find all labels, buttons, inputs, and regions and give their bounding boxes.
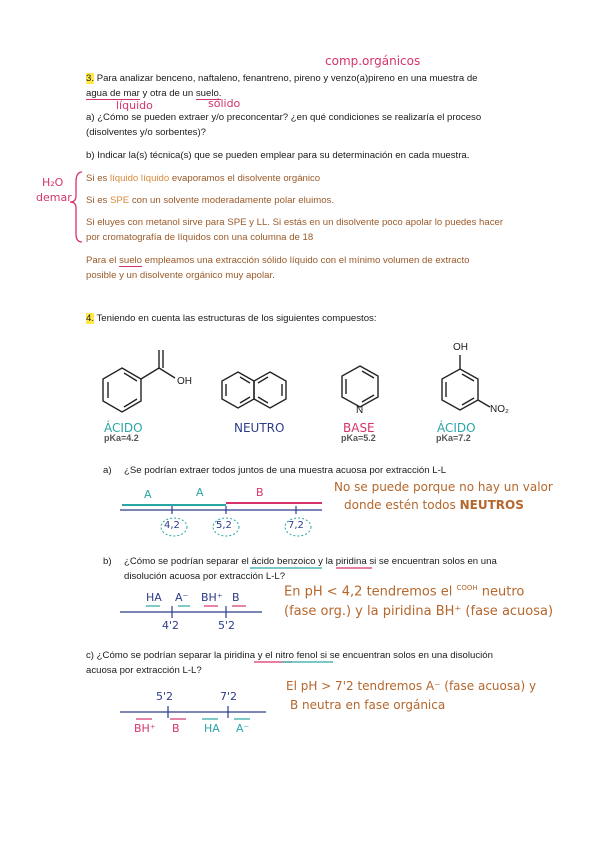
q3-b: b) Indicar la(s) técnica(s) que se pueden emplear para su determinación en cada muestra. bbox=[86, 150, 470, 161]
compound-1-pka: pKa=4.2 bbox=[104, 433, 139, 443]
q3-a-line1: a) ¿Cómo se pueden extraer y/o preconcentar? ¿en qué condiciones se realizaría el proceso bbox=[86, 112, 482, 123]
naphthalene-structure bbox=[222, 372, 286, 408]
qb-tick-1: 4'2 bbox=[162, 619, 180, 632]
q4-number: 4. bbox=[86, 313, 95, 324]
ans2-c: con un solvente moderadamente polar eluimos. bbox=[129, 195, 334, 206]
qc-line1 bbox=[86, 649, 493, 664]
compound-4-pka: pKa=7.2 bbox=[436, 433, 471, 443]
qb-piridina: piridina bbox=[335, 556, 367, 567]
q3-number: 3. bbox=[86, 73, 95, 84]
qb-ans-1a: En pH < 4,2 tendremos el bbox=[284, 584, 457, 600]
qb-1e: si se encuentran solos en una bbox=[366, 556, 497, 567]
qc-tick-2: 7'2 bbox=[220, 690, 238, 703]
qc-line2: acuosa por extracción L-L? bbox=[86, 665, 202, 676]
qa-tick-2: 5,2 bbox=[216, 520, 232, 531]
qa-answer-2 bbox=[344, 498, 524, 512]
qa-answer-2a: donde estén todos bbox=[344, 498, 460, 512]
annotation-demar: demar bbox=[36, 191, 72, 204]
qa-tick-3: 7,2 bbox=[288, 520, 304, 531]
annotation-liquido: líquido bbox=[116, 99, 153, 112]
pyridine-structure bbox=[342, 366, 378, 407]
q3-answer-3-line1: Si eluyes con metanol sirve para SPE y LL. Si estás en un disolvente poco apolar lo puedes hacer bbox=[86, 217, 504, 228]
q3-a-line2: (disolventes y/o sorbentes)? bbox=[86, 127, 206, 138]
qc-label-b: B bbox=[172, 722, 180, 735]
qa-line-label-3: B bbox=[256, 486, 264, 499]
q3-text-line1: Para analizar benceno, naftaleno, fenantreno, pireno y venzo(a)pireno en una muestra de bbox=[96, 73, 478, 84]
qa-line-label-2: A bbox=[196, 486, 204, 499]
qb-answer-2: (fase org.) y la piridina BH⁺ (fase acuosa) bbox=[284, 604, 554, 619]
compound-1-label: ÁCIDO bbox=[104, 421, 143, 435]
nitrophenol-no2: NO₂ bbox=[490, 404, 509, 415]
qb-letter: b) bbox=[103, 556, 112, 567]
qc-nitro-fenol: nitro fenol bbox=[275, 650, 318, 661]
qa-text: ¿Se podrían extraer todos juntos de una muestra acuosa por extracción L-L bbox=[124, 465, 447, 476]
compound-2-label: NEUTRO bbox=[234, 421, 285, 435]
annotation-h2o: H₂O bbox=[42, 176, 64, 189]
qa-letter: a) bbox=[103, 465, 112, 476]
qa-tick-1: 4,2 bbox=[164, 520, 180, 531]
qb-label-ha: HA bbox=[146, 591, 162, 604]
qb-1a: ¿Cómo se podrían separar el bbox=[124, 556, 252, 567]
ans2-spe: SPE bbox=[110, 195, 130, 206]
compound-3-label: BASE bbox=[343, 421, 375, 435]
qb-line1 bbox=[124, 555, 497, 570]
qc-piridina: piridina bbox=[224, 650, 256, 661]
benzoic-oh: OH bbox=[177, 376, 192, 387]
ans1-c: evaporamos el disolvente orgánico bbox=[169, 173, 321, 184]
qb-answer-1 bbox=[284, 584, 524, 599]
qb-1c: y la bbox=[315, 556, 336, 567]
q3-suelo: suelo. bbox=[195, 88, 222, 99]
qb-acido-benzoico: ácido benzoico bbox=[251, 556, 316, 567]
qb-label-a: A⁻ bbox=[175, 591, 189, 604]
qc-label-bh: BH⁺ bbox=[134, 722, 156, 735]
qc-tick-1: 5'2 bbox=[156, 690, 174, 703]
qc-1c: y el bbox=[255, 650, 276, 661]
ans4-suelo: suelo bbox=[119, 255, 143, 266]
nitrophenol-oh: OH bbox=[453, 342, 468, 353]
ans1-liquido-liquido: líquido líquido bbox=[110, 173, 170, 184]
qc-answer-1: El pH > 7'2 tendremos A⁻ (fase acuosa) y bbox=[286, 679, 537, 693]
qb-ans-cooh: COOH bbox=[456, 584, 478, 592]
qc-1a: c) ¿Cómo se podrían separar la bbox=[86, 650, 225, 661]
benzoic-acid-structure bbox=[103, 350, 175, 412]
annotation-solido: sólido bbox=[208, 97, 241, 110]
line-c-diagram bbox=[120, 706, 266, 719]
q3-agua-de-mar: agua de mar bbox=[86, 88, 140, 99]
ans4-a: Para el bbox=[86, 255, 120, 266]
nitrophenol-structure bbox=[442, 355, 490, 410]
qa-line-label-1: A bbox=[144, 488, 152, 501]
qb-ans-1c: neutro bbox=[477, 584, 525, 600]
qa-answer-neutros: NEUTROS bbox=[459, 498, 524, 512]
line-b-diagram bbox=[120, 606, 262, 618]
qa-answer-1: No se puede porque no hay un valor bbox=[334, 480, 553, 494]
qb-label-b: B bbox=[232, 591, 240, 604]
q3-line2-mid: y otra de un bbox=[139, 88, 196, 99]
qc-label-ha: HA bbox=[204, 722, 220, 735]
qc-1e: si se encuentran solos en una disolución bbox=[317, 650, 493, 661]
q4-intro-text: Teniendo en cuenta las estructuras de los siguientes compuestos: bbox=[96, 313, 377, 324]
annotation-comp-organicos: comp.orgánicos bbox=[325, 54, 421, 68]
q3-answer-4-line2: posible y un disolvente orgánico muy apolar. bbox=[86, 270, 275, 281]
qb-line2: disolución acuosa por extracción L-L? bbox=[124, 571, 286, 582]
qc-label-a: A⁻ bbox=[236, 722, 250, 735]
q3-answer-3-line2: por cromatografía de líquidos con una columna de 18 bbox=[86, 232, 314, 243]
compound-4-label: ÁCIDO bbox=[437, 421, 476, 435]
compound-3-pka: pKa=5.2 bbox=[341, 433, 376, 443]
ans2-a: Si es bbox=[86, 195, 110, 206]
pyridine-n: N bbox=[356, 405, 364, 416]
ans1-a: Si es bbox=[86, 173, 110, 184]
qb-tick-2: 5'2 bbox=[218, 619, 236, 632]
qb-label-bh: BH⁺ bbox=[201, 591, 223, 604]
ans4-c: empleamos una extracción sólido líquido con el mínimo volumen de extracto bbox=[142, 255, 470, 266]
qc-answer-2: B neutra en fase orgánica bbox=[290, 698, 446, 712]
